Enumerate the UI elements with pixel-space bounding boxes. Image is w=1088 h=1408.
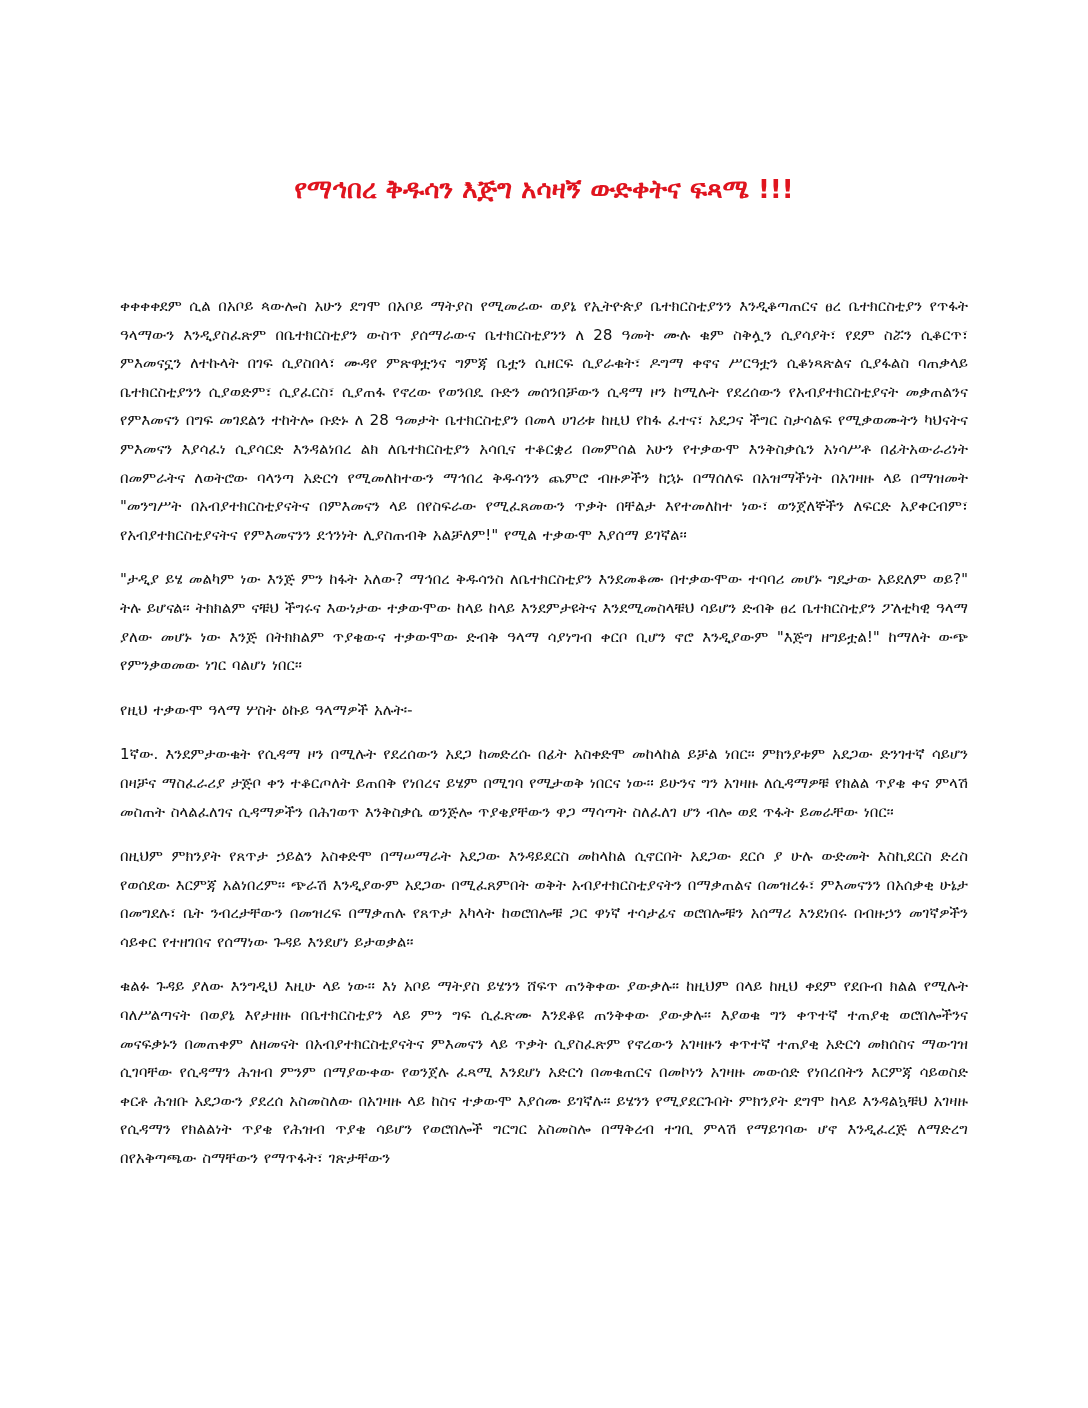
document-title: የማኅበረ ቅዱሳን እጅግ አሳዛኝ ውድቀትና ፍጻሜ !!! bbox=[294, 175, 794, 205]
body-paragraph: ቀቀቀቀደም ሲል በአቦይ ጳውሎስ አሁን ደግሞ በአቦይ ማትያስ የሚመራው ወያኔ የኢትዮጵያ ቤተክርስቲያንን እንዲቆጣጠርና ፀረ ቤተክርስቲያን የጥፋት ዓላማውን እንዲያስፈጽም በቤተክርስቲያን ውስጥ ያሰማራውና ቤተክርስቲያንን ለ 28 ዓመት ሙሉ ቁም ስቅሏን ሲያሳያት፣ የደም ስሯን ሲቆርጥ፣ ምእመናኗን ለተኩላት በገፍ ሲያስበላ፣ ሙዳየ ምጽዋቷንና ግምጃ ቤቷን ሲዘርፍ ሲያራቁት፣ ዶግማ ቀኖና ሥርዓቷን ሲቆነጻጽልና ሲያፋልስ ባጠቃላይ ቤተክርስቲያንን ሲያወድም፣ ሲያፈርስ፣ ሲያጠፋ የኖረው የወንበዴ ቡድን መሰንበቻውን ሲዳማ ዞን ከሚሉት የደረሰውን የአብያተክርስቲያናት መቃጠልንና የምእመናን በግፍ መገደልን ተከትሎ ቡድኑ ለ 28 ዓመታት ቤተክርስቲያን በመላ ሀገሪቱ ከዚህ የከፋ ፈተና፣ አደጋና ችግር ስታሳልፍ የሚቃወሙትን ካህናትና ምእመናን እያሳፈነ ሲያሳርድ እንዳልነበረ ልክ ለቤተክርስቲያን አሳቢና ተቆርቋሪ በመምሰል አሁን የተቃውሞ እንቅስቃሴን አነሳሥቶ በፊትአውራሪነት በመምራትና ለወትሮው ባላንጣ አድርጎ የሚመለከተውን ማኅበረ ቅዱሳንን ጨምሮ ብዙዎችን ከኋኑ በማሰለፍ በአዝማችነት በአገዛዙ ላይ በማዝመት "መንግሥት በአብያተክርስቲያናትና በምእመናን ላይ በየስፍራው የሚፈጸመውን ጥቃት በቸልታ እየተመለከተ ነው፣ ወንጀለኞችን ለፍርድ አያቀርብም፣ የአብያተክርስቲያናትና የምእመናንን ደኅንነት ሊያስጠብቅ አልቻለም!" የሚል ተቃውሞ እያሰማ ይገኛል፡፡ bbox=[120, 297, 968, 544]
document-body bbox=[120, 292, 968, 1189]
body-paragraph: ቁልፉ ጉዳይ ያለው እንግዲህ እዚሁ ላይ ነው፡፡ እነ አቦይ ማትያስ ይሄንን ሸፍጥ ጠንቅቀው ያውቃሉ፡፡ ከዚህም በላይ ከዚህ ቀደም የደቡብ ክልል የሚሉት ባለሥልጣናት በወያኔ እየታዘዙ በቤተክርስቲያን ላይ ምን ግፍ ሲፈጽሙ እንደቆዩ ጠንቅቀው ያውቃሉ፡፡ እያወቁ ግን ቀጥተኛ ተጠያቂ ወሮበሎችንና መናፍቃኑን በመጠቀም ለዘመናት በአብያተክርስቲያናትና ምእመናን ላይ ጥቃት ሲያስፈጽም የኖረውን አገዛዙን ቀጥተኛ ተጠያቂ አድርጎ መክሰስና ማውገዝ ሲገባቸው የሲዳማን ሕዝብ ምንም በማያውቀው የወንጀሉ ፈጻሚ እንደሆነ አድርጎ በመቁጠርና በመኮነን አገዛዙ መውሰድ የነበረበትን እርምጃ ሳይወስድ ቀርቶ ሕዝቡ አደጋውን ያደረሰ አስመስለው በአገዛዙ ላይ ከስና ተቃውሞ እያሰሙ ይገኛሉ፡፡ ይሄንን የሚያደርጉበት ምክንያት ደግሞ ከላይ እንዳልኳቹህ አገዛዙ የሲዳማን የክልልነት ጥያቄ የሕዝብ ጥያቄ ሳይሆን የወሮበሎች ግርግር አስመስሎ በማቅረብ ተገቢ ምላሽ የማይገባው ሆኖ እንዲፈረጅ ለማድረግ በየአቅጣጫው ስማቸውን የማጥፋት፣ ገጽታቸውን bbox=[120, 977, 968, 1168]
section-intro: የዚህ ተቃውሞ ዓላማ ሦስት ዕኩይ ዓላማዎች አሉት፡- bbox=[120, 700, 413, 719]
body-paragraph: በዚህም ምክንያት የጸጥታ ኃይልን አስቀድሞ በማሠማራት አደጋው እንዳይደርስ መከላከል ሲኖርበት አደጋው ደርሶ ያ ሁሉ ውድመት እስኪደርስ ድረስ የወሰደው እርምጃ አልነበረም፡፡ ጭራሽ እንዲያውም አደጋው በሚፈጸምበት ወቅት አብያተክርስቲያናትን በማቃጠልና በመዝረፉ፣ ምእመናንን በአሰቃቂ ሁኔታ በመግደሉ፣ ቤት ንብረታቸውን በመዝረፍ በማቃጠሉ የጸጥታ አካላት ከወሮበሎቹ ጋር ዋነኛ ተሳታፊና ወሮበሎቹን አሰማሪ እንደነበሩ በብዙኃን መገኛዎችን ሳይቀር የተዘገበና የሰማነው ጉዳይ እንደሆነ ይታወቃል፡፡ bbox=[120, 847, 968, 951]
body-paragraph: "ታዲያ ይሄ መልካም ነው እንጅ ምን ከፋት አለው? ማኅበረ ቅዱሳንስ ለቤተክርስቲያን እንደመቆሙ በተቃውሞው ተባባሪ መሆኑ ግዴታው አይደለም ወይ?" ትሉ ይሆናል፡፡ ትክክልም ናቹህ ችግሩና እውነታው ተቃውሞው ከላይ ከላይ እንደምታዩትና እንደሚመስላቹህ ሳይሆን ድብቅ ፀረ ቤተክርስቲያን ፖለቲካዊ ዓላማ ያለው መሆኑ ነው እንጅ በትክክልም ጥያቄውና ተቃውሞው ድብቅ ዓላማ ሳያነግብ ቀርቦ ቢሆን ኖሮ እንዲያውም "እጅግ ዘግይቷል!" ከማለት ውጭ የምንቃወመው ነገር ባልሆነ ነበር፡፡ bbox=[120, 570, 968, 675]
body-paragraph: 1ኛው. እንደምታውቁት የሲዳማ ዞን በሚሉት የደረሰውን አደጋ ከመድረሱ በፊት አስቀድሞ መከላከል ይቻል ነበር፡፡ ምክንያቱም አደጋው ድንገተኛ ሳይሆን በዛቻና ማስፈራሪያ ታጅቦ ቀን ተቆርጦለት ይጠበቅ የነበረና ይሄም በሚገባ የሚታወቅ ነበርና ነው፡፡ ይሁንና ግን አገዛዙ ለሲዳማዎቹ የክልል ጥያቄ ቀና ምላሽ መስጠት ስላልፈለገና ሲዳማዎችን በሕገወጥ እንቅስቃሴ ወንጅሎ ጥያቄያቸውን ዋጋ ማሳጣት ስለፈለገ ሆን ብሎ ወደ ጥፋት ይመራቸው ነበር፡፡ bbox=[120, 745, 969, 821]
